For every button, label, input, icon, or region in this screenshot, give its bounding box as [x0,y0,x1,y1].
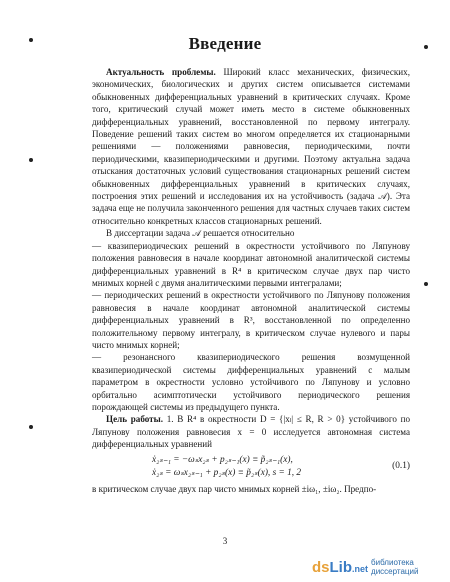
paragraph-lead: Актуальность проблемы. [106,67,216,77]
paragraph-lead: Цель работы. [106,414,164,425]
paragraph [92,483,410,495]
paragraph [92,413,410,450]
paragraph [92,227,410,239]
paragraph-text: 1. В R⁴ в окрестности D = {|xₗ| ≤ R, R > 0} устойчивого по Ляпунову положения равновесия x = 0 исследуется автономная система дифференциальных уравнений [92,414,411,450]
paragraph-text: В диссертации задача 𝒜 решается относительно [106,228,295,239]
watermark-logo-part: Lib [329,558,353,576]
scan-mark [424,282,428,286]
equation-line: ẋ₂ₛ₋₁ = −ωₛx₂ₛ + p₂ₛ₋₁(x) ≡ p̃₂ₛ₋₁(x), [152,454,293,465]
paragraph-text: в критическом случае двух пар чисто мнимых корней ±iω₁, ±iω₂. Предпо- [92,483,377,494]
equation [92,454,410,480]
paragraph-text: — периодических решений в окрестности устойчивого по Ляпунову положения равновесия в начале координат автономной аналитической системы дифференциальных уравнений в R³, восстановленной по определенно положительному первому интегралу, в критическом случае нулевого и пары чисто мнимых корней; [92,290,410,350]
watermark-logo-part: .net [352,563,369,574]
watermark-text: библиотека диссертаций [371,558,419,576]
equation-number: (0.1) [392,460,410,471]
list-item [92,351,410,413]
paragraph-text: — резонансного квазипериодического решения возмущенной квазипериодической системы дифференциальных уравнений с малым параметром в окрестности условно устойчивого по Ляпунову и условно орбитально асимптотически устойчивого периодического решения порождающей системы из предыдущего пункта. [92,352,410,412]
watermark-logo [312,559,368,576]
body-text [92,66,410,495]
page-number: 3 [222,536,228,546]
page-title: Введение [188,34,262,53]
paragraph [92,66,410,227]
paragraph-text: Широкий класс механических, физических, экономических, биологических и других систем описывается системами обыкновенных дифференциальных уравнений в критических случаях. Кроме того, критический случай может иметь место в системе обыкновенных дифференциальных уравнений, восстановленной по первому интегралу. Поведение решений таких систем во многом определяется их стационарными решениями — положениями равновесия, периодическими, почти периодическими, квазипериодическими и другими. Поэтому актуальна задача отыскания достаточных условий существования стационарных решений систем обыкновенных дифференциальных уравнений в критических случаях, построения этих решений и исследования их на устойчивость (задача 𝒜). Эта задача еще не получила законченного решения для частных случаев таких систем относительно конкретных классов стационарных решений. [92,67,410,226]
equation-line: ẋ₂ₛ = ωₛx₂ₛ₋₁ + p₂ₛ(x) ≡ p̃₂ₛ(x), s = 1, 2 [152,467,302,478]
scan-mark [29,425,33,429]
watermark [312,557,442,577]
watermark-logo-part: ds [312,558,330,576]
paragraph-text: — квазипериодических решений в окрестности устойчивого по Ляпунову положения равновесия в начале координат автономной аналитической системы дифференциальных уравнений в R⁴ в критическом случае двух пар чисто мнимых корней с двумя аналитическими первыми интегралами; [92,240,410,288]
list-item [92,289,410,351]
scan-mark [29,158,33,162]
list-item [92,240,410,290]
